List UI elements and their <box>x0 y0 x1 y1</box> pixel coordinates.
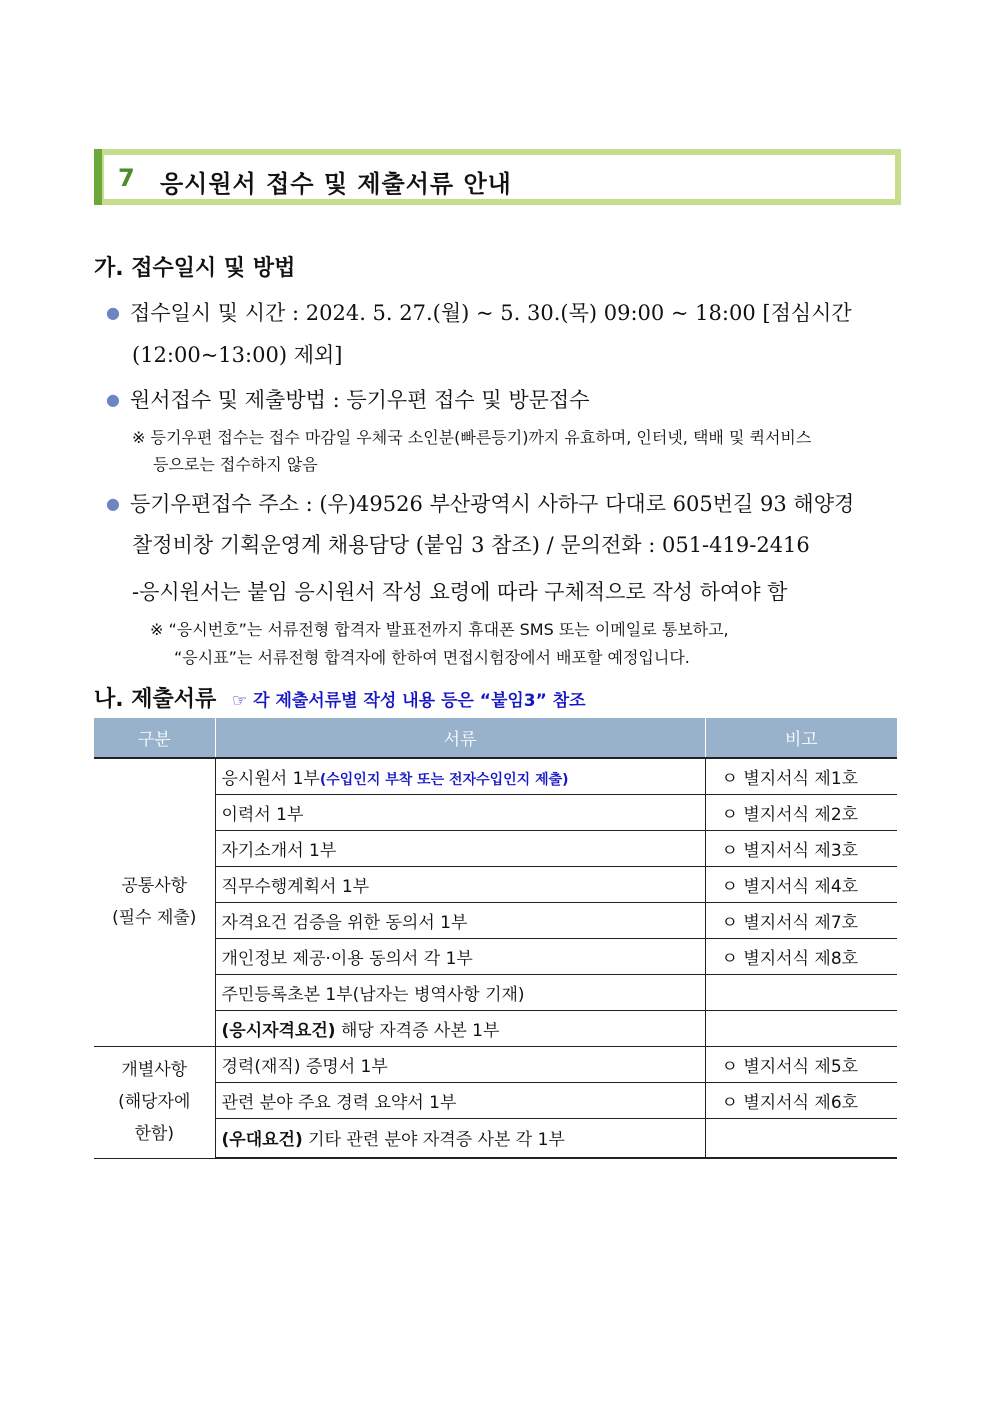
documents-table <box>94 718 897 1159</box>
bullet-dot-icon: ● <box>106 303 120 322</box>
doc-cell: 개인정보 제공·이용 동의서 각 1부 <box>215 938 705 974</box>
bullet-text: 등기우편접수 주소 : (우)49526 부산광역시 사하구 다대로 605번길 93 해양경 <box>129 492 855 516</box>
bullet-dot-icon: ● <box>106 390 120 409</box>
doc-bold-text: (응시자격요건) <box>221 1020 336 1041</box>
dash-application-note: -응시원서는 붙임 응시원서 작성 요령에 따라 구체적으로 작성 하여야 함 <box>132 580 788 604</box>
doc-cell: 이력서 1부 <box>215 794 705 830</box>
remark-cell <box>705 974 897 1010</box>
doc-text: 기타 관련 분야 자격증 사본 각 1부 <box>302 1130 565 1151</box>
doc-cell: 주민등록초본 1부(남자는 병역사항 기재) <box>215 974 705 1010</box>
table-row <box>94 830 897 866</box>
doc-cell: 자기소개서 1부 <box>215 830 705 866</box>
bullet-submission-method <box>106 384 590 414</box>
remark-cell: ㅇ 별지서식 제6호 <box>705 1082 897 1118</box>
remark-cell <box>705 1118 897 1158</box>
part-b-heading <box>94 682 586 713</box>
remark-cell: ㅇ 별지서식 제3호 <box>705 830 897 866</box>
note-registered-mail-cont: 등으로는 접수하지 않음 <box>153 455 318 474</box>
note-exam-ticket: “응시표”는 서류전형 합격자에 한하여 면접시험장에서 배포할 예정입니다. <box>174 648 690 667</box>
group-common-line2: (필수 제출) <box>112 908 197 929</box>
table-row <box>94 1010 897 1046</box>
doc-bold-text: (우대요건) <box>221 1130 303 1151</box>
group-individual <box>94 1046 215 1158</box>
remark-cell: ㅇ 별지서식 제2호 <box>705 794 897 830</box>
doc-cell: 자격요건 검증을 위한 동의서 1부 <box>215 902 705 938</box>
section-number: 7 <box>118 164 135 192</box>
remark-cell: ㅇ 별지서식 제8호 <box>705 938 897 974</box>
header-accent-bar <box>94 149 102 205</box>
doc-cell: 직무수행계획서 1부 <box>215 866 705 902</box>
section-title: 응시원서 접수 및 제출서류 안내 <box>160 170 512 198</box>
bullet-text: 접수일시 및 시간 : 2024. 5. 27.(월) ~ 5. 30.(목) 09:00 ~ 18:00 [점심시간 <box>129 301 852 325</box>
group-individual-line2: (해당자에 <box>118 1092 191 1112</box>
part-a-heading: 가. 접수일시 및 방법 <box>94 256 296 281</box>
table-row <box>94 902 897 938</box>
doc-cell <box>215 1010 705 1046</box>
remark-cell: ㅇ 별지서식 제7호 <box>705 902 897 938</box>
header-inner-box <box>104 155 895 199</box>
doc-cell <box>215 758 705 794</box>
part-b-heading-text: 나. 제출서류 <box>94 687 217 712</box>
bullet-reception-time <box>106 297 852 327</box>
header-category: 구분 <box>94 718 215 758</box>
group-individual-line1: 개별사항 <box>121 1060 188 1080</box>
doc-text: 응시원서 1부 <box>221 768 320 789</box>
doc-cell: 관련 분야 주요 경력 요약서 1부 <box>215 1082 705 1118</box>
table-row <box>94 1046 897 1082</box>
doc-note: (수입인지 부착 또는 전자수입인지 제출) <box>319 771 569 788</box>
remark-cell: ㅇ 별지서식 제4호 <box>705 866 897 902</box>
header-remark: 비고 <box>705 718 897 758</box>
table-header-row <box>94 718 897 758</box>
remark-cell: ㅇ 별지서식 제5호 <box>705 1046 897 1082</box>
bullet-reception-time-cont: (12:00~13:00) 제외] <box>132 343 343 367</box>
note-exam-number: ※ “응시번호”는 서류전형 합격자 발표전까지 휴대폰 SMS 또는 이메일로 통보하고, <box>150 620 729 639</box>
bullet-dot-icon: ● <box>106 494 120 513</box>
group-individual-line3: 한함) <box>134 1124 174 1144</box>
doc-cell <box>215 1118 705 1158</box>
table-row <box>94 794 897 830</box>
bullet-text: 원서접수 및 제출방법 : 등기우편 접수 및 방문접수 <box>129 388 590 412</box>
note-registered-mail: ※ 등기우편 접수는 접수 마감일 우체국 소인분(빠른등기)까지 유효하며, 인터넷, 택배 및 퀵서비스 <box>132 428 812 447</box>
table-row <box>94 974 897 1010</box>
group-common <box>94 758 215 1046</box>
table-row <box>94 758 897 794</box>
part-b-subnote: ☞ 각 제출서류별 작성 내용 등은 “붙임3” 참조 <box>231 691 586 711</box>
remark-cell: ㅇ 별지서식 제1호 <box>705 758 897 794</box>
doc-text: 해당 자격증 사본 1부 <box>335 1020 500 1041</box>
group-common-line1: 공통사항 <box>121 876 188 897</box>
header-document: 서류 <box>215 718 705 758</box>
table-row <box>94 938 897 974</box>
doc-cell: 경력(재직) 증명서 1부 <box>215 1046 705 1082</box>
bullet-mail-address-cont: 찰정비창 기획운영계 채용담당 (붙임 3 참조) / 문의전화 : 051-419-2416 <box>132 533 810 557</box>
section-header <box>94 149 901 205</box>
bullet-mail-address <box>106 488 854 518</box>
table-row <box>94 1118 897 1158</box>
table-row <box>94 1082 897 1118</box>
remark-cell <box>705 1010 897 1046</box>
table-row <box>94 866 897 902</box>
